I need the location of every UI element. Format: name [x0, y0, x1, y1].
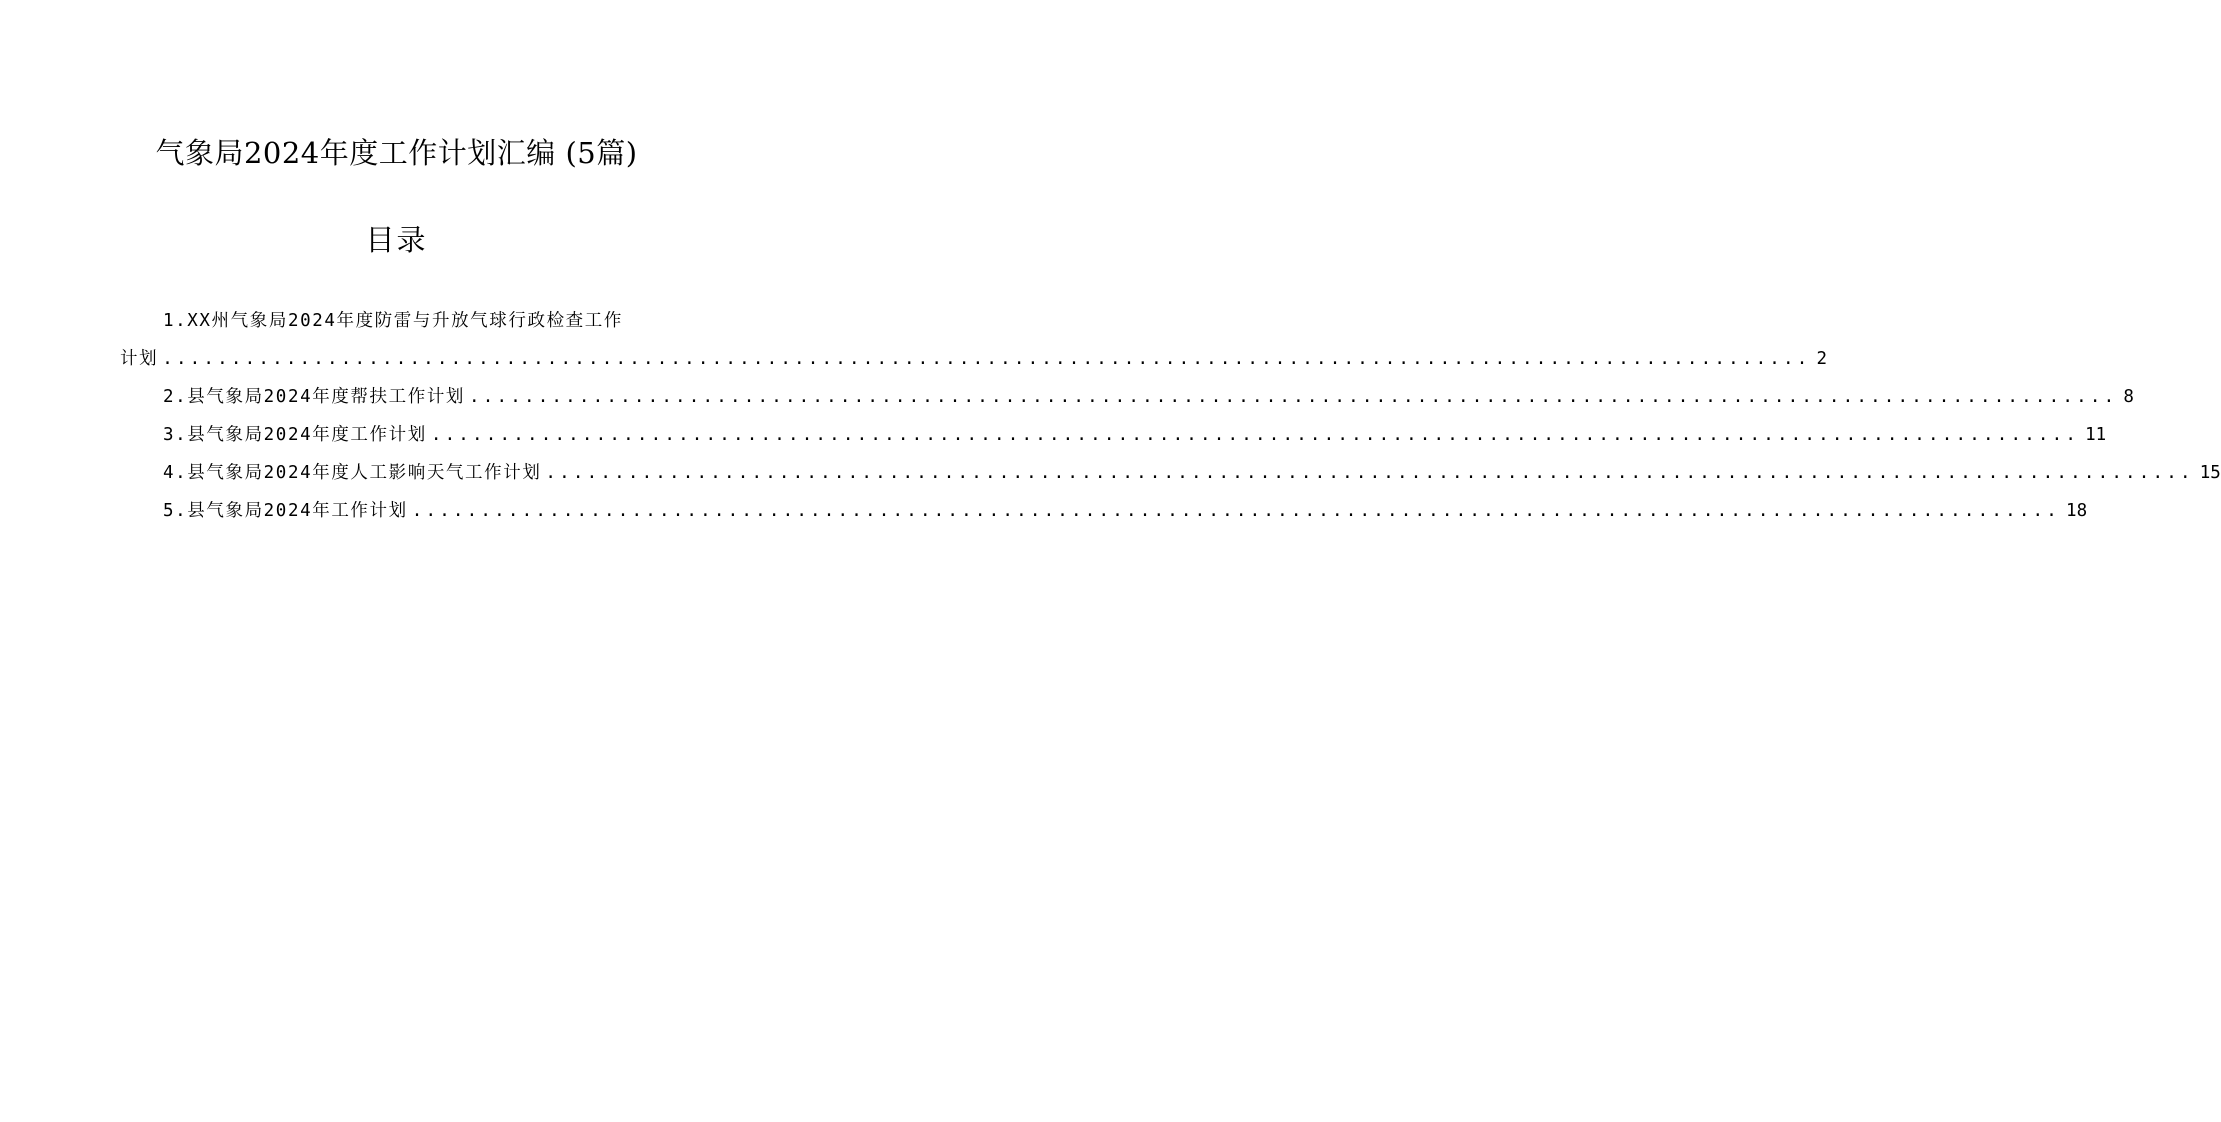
toc-entry-3-page: 11	[2085, 425, 2107, 445]
toc-entry-5-line	[120, 492, 2088, 530]
toc-dot-leader: ........................................................................................................................	[469, 387, 2118, 407]
toc-entry-5-title: 5.县气象局2024年工作计划	[163, 501, 408, 521]
toc-entry-4-line	[120, 454, 2221, 492]
toc-entry-4-title: 4.县气象局2024年度人工影响天气工作计划	[163, 463, 542, 483]
toc-entry-2-line	[120, 378, 2134, 416]
toc-dot-leader: ........................................................................................................................	[430, 425, 2080, 445]
toc-entry-1-line1	[120, 302, 672, 340]
toc-dot-leader: ........................................................................................................................	[411, 501, 2061, 521]
toc-entry-1-title-part2: 计划	[120, 349, 159, 369]
toc-entry-5-page: 18	[2066, 501, 2088, 521]
toc-dot-leader: ........................................................................................................................	[162, 349, 1811, 369]
toc-entry-2-page: 8	[2123, 387, 2134, 407]
document-title: 气象局2024年度工作计划汇编 (5篇)	[155, 136, 638, 170]
toc-entry-3-line	[120, 416, 2107, 454]
toc-entry-1-line2	[120, 340, 1828, 378]
toc-dot-leader: ........................................................................................................................	[545, 463, 2194, 483]
toc-entry-4-page: 15	[2199, 463, 2221, 483]
toc-entry-5[interactable]	[120, 492, 2088, 530]
toc-entry-3[interactable]	[120, 416, 2107, 454]
toc-heading: 目录	[365, 223, 428, 257]
toc-entry-3-title: 3.县气象局2024年度工作计划	[163, 425, 427, 445]
toc-entry-1-page: 2	[1816, 349, 1828, 369]
toc-entry-2-title: 2.县气象局2024年度帮扶工作计划	[163, 387, 466, 407]
toc-entry-1[interactable]	[120, 302, 1828, 378]
table-of-contents	[120, 302, 2221, 530]
toc-entry-4[interactable]	[120, 454, 2221, 492]
toc-entry-2[interactable]	[120, 378, 2134, 416]
toc-entry-1-title-part1: 1.XX州气象局2024年度防雷与升放气球行政检查工作	[163, 311, 623, 331]
